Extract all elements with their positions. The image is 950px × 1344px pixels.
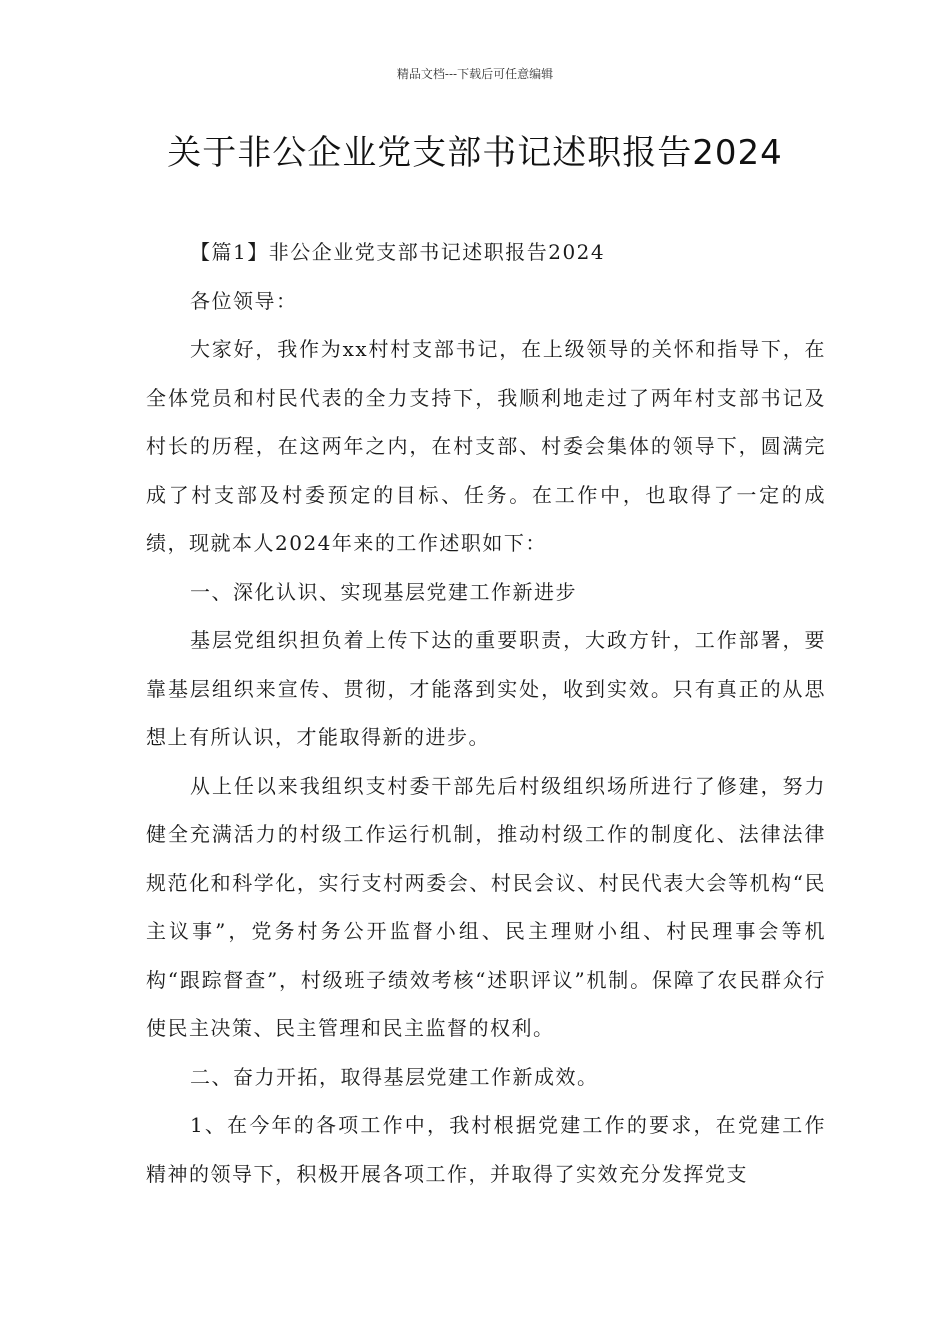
body-paragraph: 1、在今年的各项工作中，我村根据党建工作的要求，在党建工作精神的领导下，积极开展各项工作，并取得了实效充分发挥党支 — [146, 1113, 826, 1186]
body-paragraph: 基层党组织担负着上传下达的重要职责，大政方针，工作部署，要靠基层组织来宣传、贯彻，才能落到实处，收到实效。只有真正的从思想上有所认识，才能取得新的进步。 — [146, 628, 826, 749]
document-body — [146, 228, 826, 1198]
subheading: 一、深化认识、实现基层党建工作新进步 — [190, 579, 577, 604]
salutation: 各位领导： — [190, 288, 298, 313]
body-paragraph: 从上任以来我组织支村委干部先后村级组织场所进行了修建，努力健全充满活力的村级工作运行机制，推动村级工作的制度化、法律法律规范化和科学化，实行支村两委会、村民会议、村民代表大会等机构“民主议事”，党务村务公开监督小组、民主理财小组、村民理事会等机构“跟踪督查”，村级班子绩效考核“述职评议”机制。保障了农民群众行使民主决策、民主管理和民主监督的权利。 — [146, 773, 826, 1040]
section-heading: 【篇1】非公企业党支部书记述职报告2024 — [190, 240, 606, 264]
document-title: 关于非公企业党支部书记述职报告2024 — [167, 133, 783, 173]
subheading: 二、奋力开拓，取得基层党建工作新成效。 — [190, 1064, 599, 1089]
header-note: 精品文档---下载后可任意编辑 — [396, 67, 554, 81]
body-paragraph: 大家好，我作为xx村村支部书记，在上级领导的关怀和指导下，在全体党员和村民代表的全力支持下，我顺利地走过了两年村支部书记及村长的历程，在这两年之内，在村支部、村委会集体的领导下，圆满完成了村支部及村委预定的目标、任务。在工作中，也取得了一定的成绩，现就本人2024年来的工作述职如下： — [146, 337, 826, 555]
